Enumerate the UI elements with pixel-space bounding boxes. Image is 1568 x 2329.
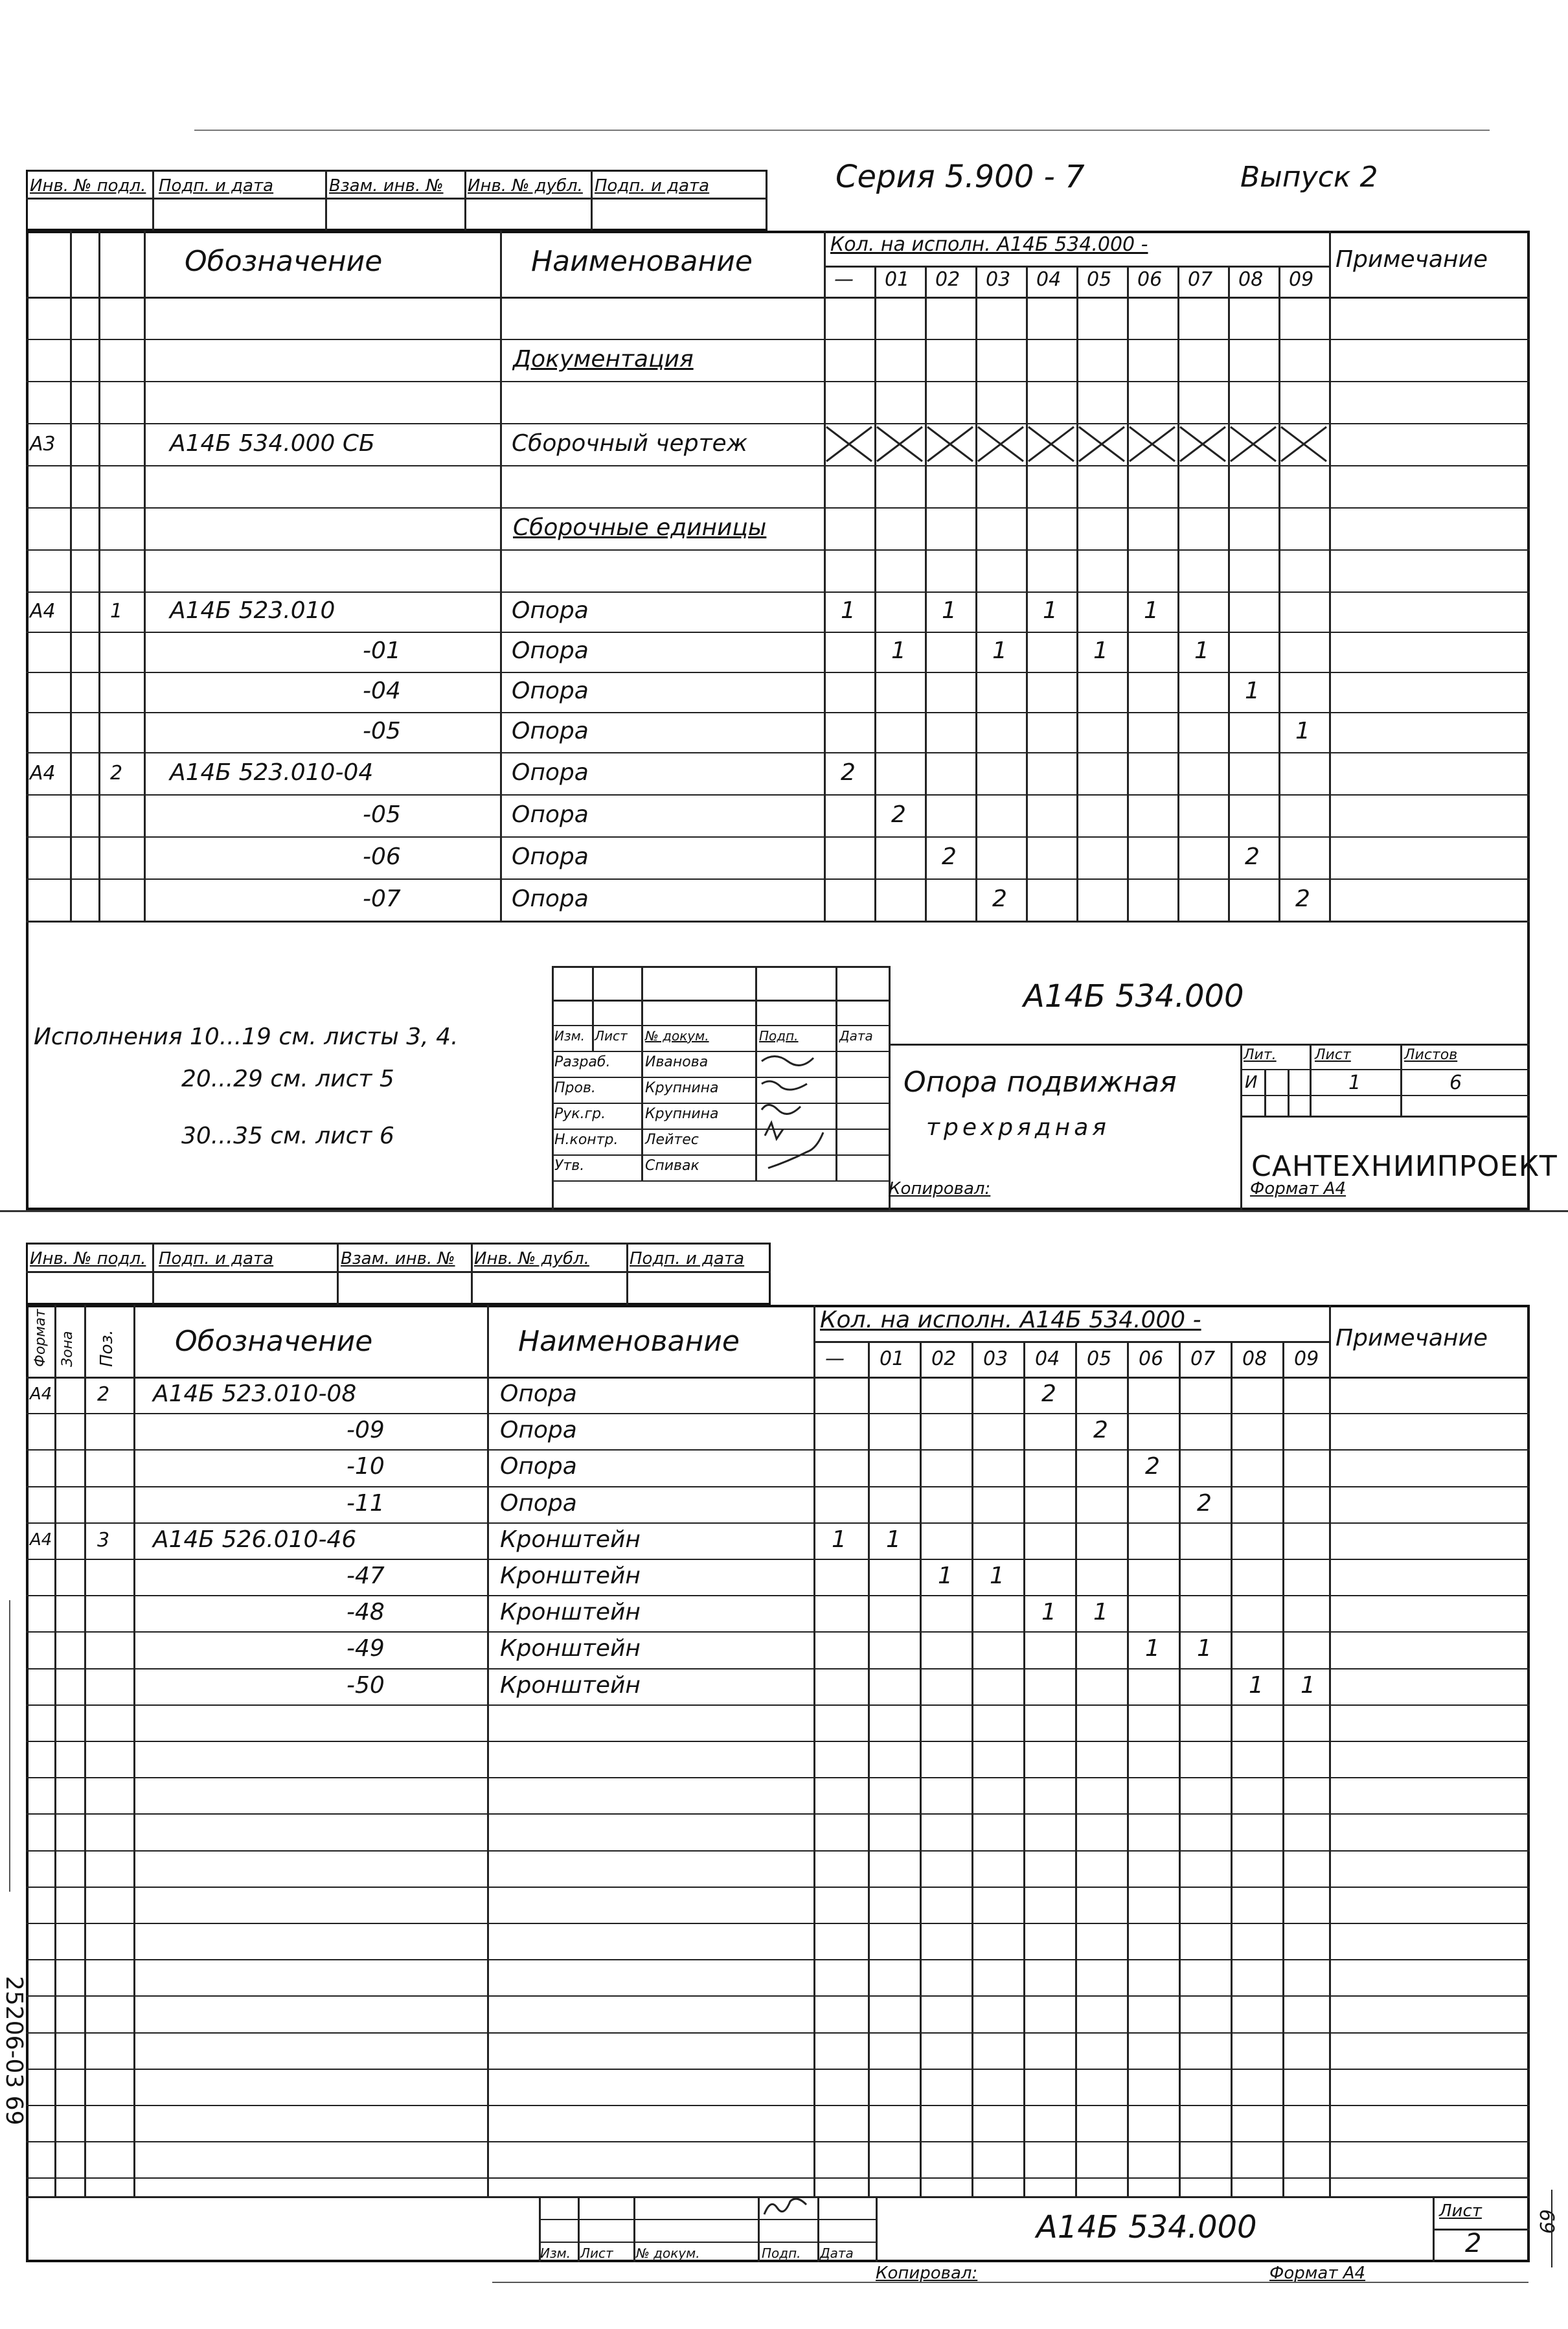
qty-cell: 2 [942, 843, 957, 870]
s2-qty-cell: 1 [1197, 1635, 1212, 1662]
row-line [26, 1668, 1530, 1669]
qty-cell: 1 [891, 637, 906, 664]
row-line [26, 1995, 1530, 1997]
s2-row-name: Кронштейн [500, 1635, 641, 1662]
crossed-cell [1127, 423, 1177, 465]
sheet-separator [0, 1210, 1568, 1212]
header-podp-data: Подп. и дата [159, 176, 274, 196]
s2-rev-docnum: № докум. [636, 2245, 700, 2261]
sheet2-copied: Копировал: [876, 2264, 978, 2283]
role-name: Крупнина [645, 1106, 719, 1122]
variants-note-3: 30...35 см. лист 6 [181, 1123, 394, 1149]
s2-row-designation: -48 [347, 1599, 385, 1625]
s2-qty-cell: 1 [1249, 1672, 1264, 1699]
row-line [26, 2105, 1530, 2106]
row-line [26, 1850, 1530, 1852]
row-name: Опора [512, 637, 589, 664]
qty-cell: 1 [1194, 637, 1209, 664]
series-label: Серия 5.900 - 7 [835, 159, 1085, 195]
col-pos: Поз. [97, 1329, 117, 1367]
s2-variant-header-2: 02 [931, 1348, 957, 1370]
s2-col-note: Примечание [1335, 1325, 1488, 1351]
row-line [26, 1486, 1530, 1487]
qty-cell: 2 [1245, 843, 1260, 870]
s2-col-qty-title: Кол. на исполн. А14Б 534.000 - [820, 1307, 1201, 1333]
sheet-label: Лист [1315, 1047, 1351, 1063]
qty-cell: 2 [891, 801, 906, 828]
row-name: Опора [512, 801, 589, 828]
s2-qty-cell: 2 [1093, 1417, 1108, 1443]
s2-variant-header-5: 05 [1087, 1348, 1112, 1370]
row-designation: -01 [363, 637, 401, 664]
col-note: Примечание [1335, 246, 1488, 273]
row-position: 1 [110, 600, 123, 623]
role-name: Иванова [645, 1054, 709, 1070]
row-line [26, 1559, 1530, 1560]
variant-header-8: 08 [1238, 268, 1264, 291]
rev-izm: Изм. [554, 1028, 585, 1044]
corner-line [1551, 2190, 1552, 2267]
s2-rev-data: Дата [820, 2245, 854, 2261]
sheet1-title-line1: Опора подвижная [903, 1066, 1177, 1099]
row-name: Документация [513, 346, 694, 373]
col-name: Наименование [531, 245, 753, 278]
s2-qty-cell: 1 [1145, 1635, 1160, 1662]
row-line [26, 1704, 1530, 1706]
role-label: Утв. [554, 1158, 585, 1174]
corner-number: 69 [1535, 2209, 1558, 2234]
s2-row-position: 3 [97, 1529, 110, 1552]
s2-sheet-value: 2 [1465, 2229, 1482, 2258]
sheet1-title-line2: трехрядная [926, 1114, 1110, 1141]
crossed-cell [1026, 423, 1076, 465]
qty-cell: 1 [841, 597, 856, 624]
s2-header-vzam-inv: Взам. инв. № [341, 1249, 455, 1268]
qty-cell: 1 [992, 637, 1007, 664]
left-edge-line [9, 1600, 10, 1892]
lit-label: Лит. [1244, 1047, 1277, 1063]
header-podp-data-2: Подп. и дата [595, 176, 710, 196]
top-stray-line [194, 130, 1490, 131]
sheet-value: 1 [1348, 1072, 1361, 1094]
row-name: Опора [512, 718, 589, 744]
row-designation: -05 [363, 718, 401, 744]
variant-header-7: 07 [1188, 268, 1213, 291]
row-designation: -06 [363, 843, 401, 870]
crossed-cell [874, 423, 925, 465]
row-line [26, 2069, 1530, 2070]
s2-row-name: Кронштейн [500, 1563, 641, 1589]
s2-row-name: Опора [500, 1381, 577, 1407]
sheets-label: Листов [1404, 1047, 1458, 1063]
s2-header-inv-dubl: Инв. № дубл. [474, 1249, 589, 1268]
s2-row-designation: А14Б 526.010-46 [153, 1526, 357, 1553]
s2-row-name: Опора [500, 1490, 577, 1517]
col-zone: Зона [60, 1331, 76, 1367]
s2-row-designation: А14Б 523.010-08 [153, 1381, 357, 1407]
row-line [26, 1741, 1530, 1742]
row-line [26, 1595, 1530, 1596]
s2-variant-header-8: 08 [1242, 1348, 1267, 1370]
crossed-cell [1177, 423, 1228, 465]
row-line [26, 1777, 1530, 1778]
row-line [26, 1522, 1530, 1524]
s2-row-position: 2 [97, 1383, 110, 1406]
variant-header-5: 05 [1087, 268, 1112, 291]
rev-data: Дата [839, 1028, 873, 1044]
row-designation: А14Б 523.010 [170, 597, 335, 624]
crossed-cell [1228, 423, 1278, 465]
s2-variant-header-1: 01 [880, 1348, 905, 1370]
row-line [26, 2032, 1530, 2034]
qty-cell: 2 [992, 886, 1007, 912]
row-line [26, 1449, 1530, 1451]
row-designation: -05 [363, 801, 401, 828]
s2-header-podp-data-2: Подп. и дата [630, 1249, 745, 1268]
s2-col-name: Наименование [518, 1325, 740, 1358]
col-qty-title: Кол. на исполн. А14Б 534.000 - [830, 233, 1148, 256]
lit-value: И [1245, 1073, 1258, 1092]
role-name: Крупнина [645, 1080, 719, 1096]
role-name: Спивак [645, 1158, 699, 1174]
row-designation: А14Б 534.000 СБ [170, 430, 375, 457]
qty-cell: 2 [1295, 886, 1310, 912]
s2-row-format: А4 [30, 1530, 52, 1550]
s2-header-podp-data: Подп. и дата [159, 1249, 274, 1268]
sheet1-format: Формат А4 [1250, 1179, 1346, 1199]
org-stamp: САНТЕХНИИПРОЕКТ [1251, 1150, 1558, 1183]
qty-cell: 2 [841, 759, 856, 786]
row-name: Опора [512, 678, 589, 704]
qty-cell: 1 [1245, 678, 1260, 704]
variant-header-1: 01 [885, 268, 910, 291]
row-position: 2 [110, 762, 123, 785]
row-name: Сборочный чертеж [512, 430, 748, 457]
s2-variant-header-9: 09 [1294, 1348, 1319, 1370]
row-name: Опора [512, 843, 589, 870]
s2-variant-header-7: 07 [1190, 1348, 1216, 1370]
s2-qty-cell: 2 [1145, 1453, 1160, 1480]
qty-cell: 1 [1093, 637, 1108, 664]
s2-variant-header-4: 04 [1035, 1348, 1060, 1370]
s2-row-designation: -49 [347, 1635, 385, 1662]
s2-qty-cell: 1 [1301, 1672, 1315, 1699]
header-vzam-inv: Взам. инв. № [329, 176, 444, 196]
sheet1-copied: Копировал: [889, 1179, 991, 1199]
rev-list: Лист [595, 1028, 628, 1044]
sheet2-format: Формат А4 [1269, 2264, 1366, 2283]
s2-row-designation: -10 [347, 1453, 385, 1480]
variants-note-2: 20...29 см. лист 5 [181, 1066, 394, 1092]
variant-header-6: 06 [1137, 268, 1163, 291]
row-designation: -07 [363, 886, 401, 912]
s2-qty-cell: 1 [1041, 1599, 1056, 1625]
row-format: А4 [30, 762, 56, 785]
qty-cell: 1 [1144, 597, 1159, 624]
variant-header-2: 02 [935, 268, 960, 291]
role-label: Рук.гр. [554, 1106, 606, 1122]
s2-qty-cell: 1 [938, 1563, 953, 1589]
s2-row-designation: -47 [347, 1563, 385, 1589]
variant-header-4: 04 [1036, 268, 1062, 291]
crossed-cell [824, 423, 874, 465]
s2-row-designation: -50 [347, 1672, 385, 1699]
row-name: Опора [512, 886, 589, 912]
variant-header-3: 03 [986, 268, 1011, 291]
role-label: Пров. [554, 1080, 596, 1096]
sheets-value: 6 [1449, 1072, 1462, 1094]
row-line [26, 1887, 1530, 1888]
variant-header-9: 09 [1289, 268, 1314, 291]
s2-qty-cell: 1 [990, 1563, 1005, 1589]
s2-qty-cell: 2 [1197, 1490, 1212, 1517]
row-line [26, 1959, 1530, 1960]
col-designation: Обозначение [185, 245, 383, 278]
signature-marks [755, 1048, 846, 1184]
qty-cell: 1 [1295, 718, 1310, 744]
s2-rev-podp: Подп. [762, 2245, 801, 2261]
row-name: Опора [512, 597, 589, 624]
sheet2-doc-code: А14Б 534.000 [1036, 2209, 1257, 2245]
crossed-cell [1076, 423, 1127, 465]
s2-signature-mark [761, 2195, 813, 2221]
row-line [26, 1413, 1530, 1414]
variants-note-1: Исполнения 10...19 см. листы 3, 4. [34, 1024, 459, 1050]
variant-header-0: — [834, 268, 854, 291]
crossed-cell [925, 423, 975, 465]
row-format: А3 [30, 433, 56, 455]
row-designation: А14Б 523.010-04 [170, 759, 374, 786]
s2-row-name: Кронштейн [500, 1599, 641, 1625]
s2-row-designation: -09 [347, 1417, 385, 1443]
header-inv-dubl: Инв. № дубл. [468, 176, 583, 196]
row-line [26, 2141, 1530, 2142]
row-line [26, 1923, 1530, 1924]
row-name: Опора [512, 759, 589, 786]
role-label: Разраб. [554, 1054, 611, 1070]
side-stamp: 25206-03 69 [1, 1976, 27, 2126]
s2-row-name: Кронштейн [500, 1526, 641, 1553]
sheet2-frame [26, 1305, 1530, 2262]
issue-label: Выпуск 2 [1240, 161, 1378, 194]
qty-cell: 1 [1043, 597, 1058, 624]
s2-row-designation: -11 [347, 1490, 385, 1517]
s2-rev-list: Лист [580, 2245, 613, 2261]
row-line [26, 2177, 1530, 2179]
s2-sheet-label: Лист [1439, 2201, 1482, 2221]
row-line [26, 1631, 1530, 1633]
s2-row-name: Кронштейн [500, 1672, 641, 1699]
s2-variant-header-0: — [825, 1348, 845, 1370]
role-name: Лейтес [645, 1132, 699, 1148]
col-format: Формат [32, 1309, 49, 1367]
bottom-stray-line [492, 2282, 1528, 2283]
row-designation: -04 [363, 678, 401, 704]
header-inv-podl: Инв. № подл. [30, 176, 146, 196]
s2-qty-cell: 2 [1041, 1381, 1056, 1407]
s2-row-name: Опора [500, 1417, 577, 1443]
s2-variant-header-3: 03 [983, 1348, 1008, 1370]
s2-row-name: Опора [500, 1453, 577, 1480]
s2-qty-cell: 1 [886, 1526, 901, 1553]
row-line [26, 1813, 1530, 1815]
crossed-cell [975, 423, 1026, 465]
s2-variant-header-6: 06 [1139, 1348, 1164, 1370]
s2-col-designation: Обозначение [175, 1325, 373, 1358]
role-label: Н.контр. [554, 1132, 619, 1148]
row-format: А4 [30, 600, 56, 623]
s2-header-inv-podl: Инв. № подл. [30, 1249, 146, 1268]
rev-docnum: № докум. [645, 1028, 709, 1044]
sheet1-doc-code: А14Б 534.000 [1023, 978, 1244, 1015]
s2-qty-cell: 1 [1093, 1599, 1108, 1625]
s2-rev-izm: Изм. [540, 2245, 571, 2261]
crossed-cell [1278, 423, 1329, 465]
s2-qty-cell: 1 [832, 1526, 846, 1553]
qty-cell: 1 [942, 597, 957, 624]
rev-podp: Подп. [759, 1028, 799, 1044]
row-name: Сборочные единицы [513, 514, 767, 541]
s2-row-format: А4 [30, 1384, 52, 1404]
